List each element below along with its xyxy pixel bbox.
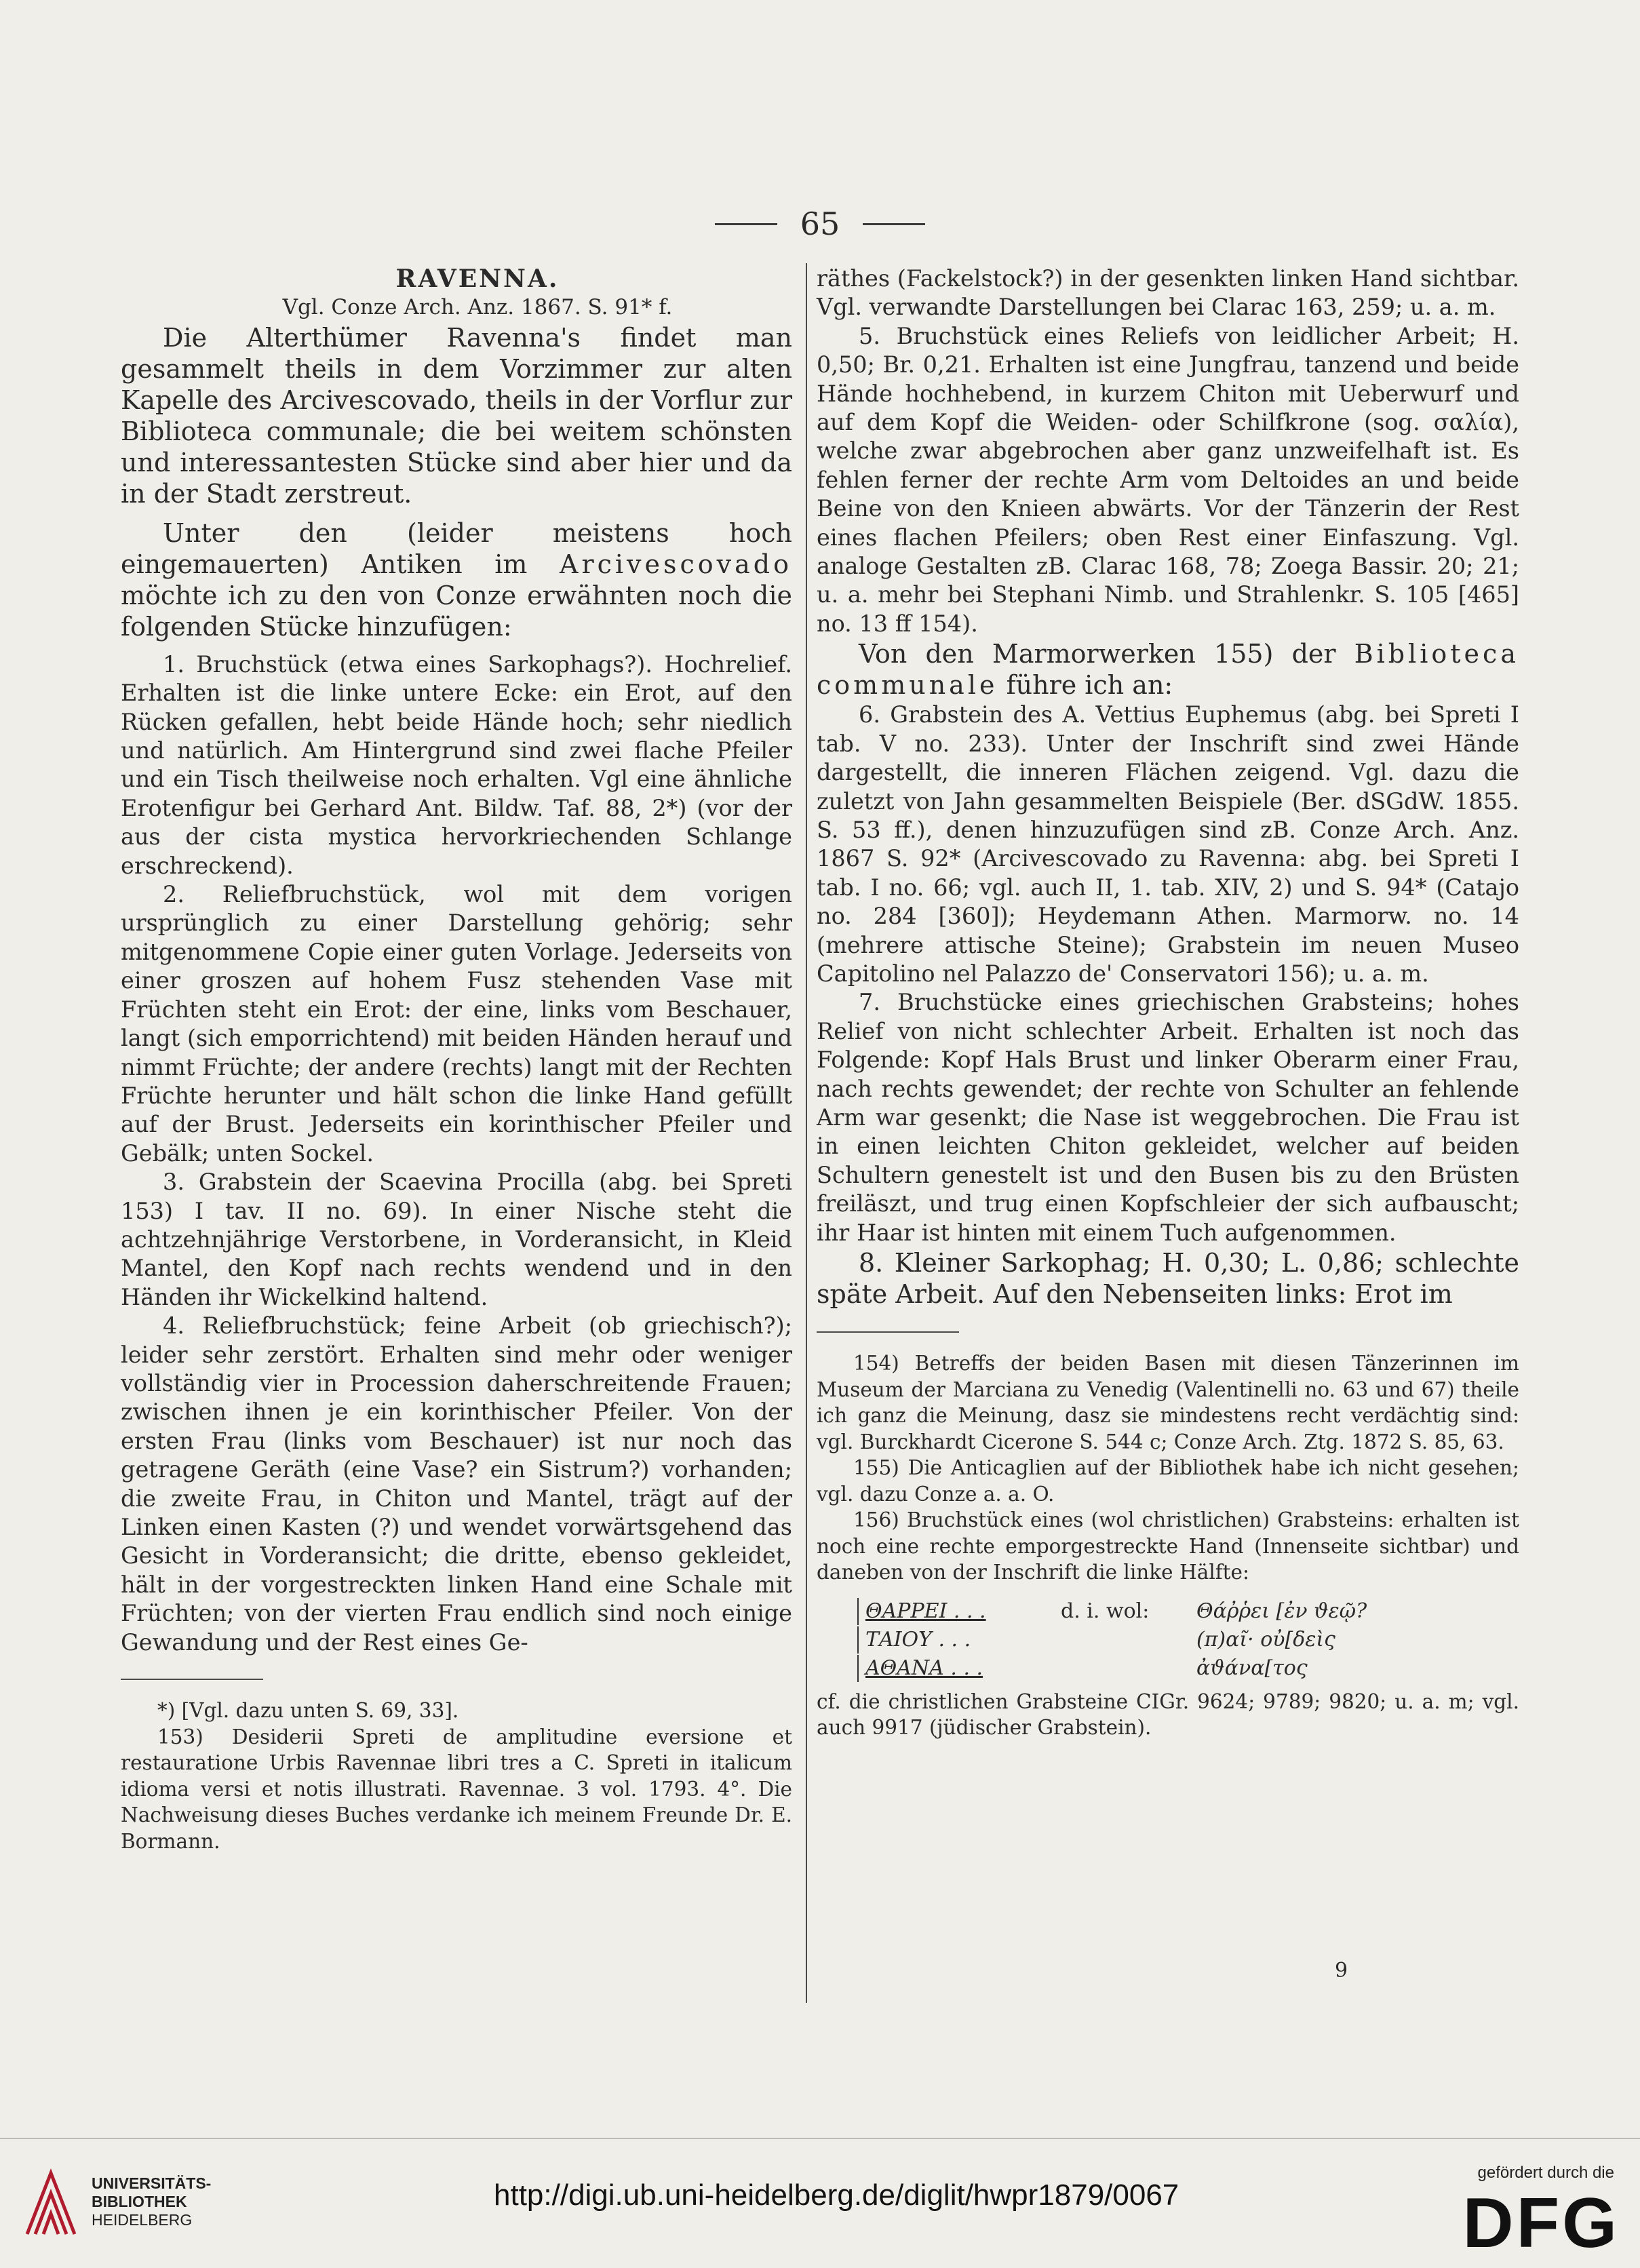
footnote: 153) Desiderii Spreti de amplitudine eversione et restauratione Urbis Ravennae libri tres a C. Spreti in italicum idioma versi et notis illustrati. Ravennae. 3 vol. 1793. 4°. Die Nachweisung dieses Buches verdanke ich meinem Freunde Dr. E. Bormann.	[121, 1725, 792, 1853]
page-number: 65	[800, 206, 840, 242]
footnote: 155) Die Anticaglien auf der Bibliothek habe ich nicht gesehen; vgl. dazu Conze a. a. O.	[817, 1456, 1519, 1506]
footnote: 154) Betreffs der beiden Basen mit diesen Tänzerinnen im Museum der Marciana zu Venedig (Valentinelli no. 63 und 67) theile ich ganz die Meinung, dasz sie mindestens recht verdächtig sind: vgl. Burckhardt Cicerone S. 544 c; Conze Arch. Ztg. 1872 S. 85, 63.	[817, 1352, 1519, 1453]
left-column	[121, 265, 792, 1854]
inscription-label: d. i. wol:	[1061, 1599, 1150, 1623]
footnote: *) [Vgl. dazu unten S. 69, 33].	[157, 1699, 459, 1723]
footnote-tail: cf. die christlichen Grabsteine CIGr. 9624; 9789; 9820; u. a. m; vgl. auch 9917 (jüdischer Grabstein).	[817, 1689, 1519, 1739]
inscription-reading: Θάῤῥει [ἐν ϑεῷ?	[1196, 1599, 1367, 1623]
source-url-link[interactable]: http://digi.ub.uni-heidelberg.de/diglit/hwpr1879/0067	[494, 2178, 1179, 2212]
page-header	[0, 197, 1640, 251]
inscription-reading: ἀϑάνα[τος	[1196, 1656, 1308, 1680]
lead-text	[121, 322, 792, 642]
footer-bar	[0, 2138, 1640, 2268]
section-title: RAVENNA.	[395, 265, 560, 293]
funded-by-label: gefördert durch die	[1477, 2164, 1614, 2182]
footnote-rule	[817, 1331, 959, 1333]
inscription-label	[1061, 1655, 1196, 1682]
inscription-reading: (π)αῖ· οὐ[δεὶς	[1196, 1627, 1335, 1651]
right-column	[817, 265, 1519, 1741]
signature-mark: 9	[1335, 1959, 1348, 1982]
inscription-greek: ΑΘΑΝΑ . . .	[857, 1655, 1061, 1682]
right-footnotes	[817, 1350, 1519, 1741]
item-6: 6. Grabstein des A. Vettius Euphemus (abg. bei Spreti I tab. V no. 233). Unter der Inschrift sind zwei Hände dargestellt, die inneren Flächen zeigend. Vgl. dazu die zuletzt von Jahn gesammelten Beispiele (Ber. dSGdW. 1855. S. 53 ff.), denen hinzuzufügen sind zB. Conze Arch. Anz. 1867 S. 92* (Arcivescovado zu Ravenna: abg. bei Spreti I tab. I no. 66; vgl. auch II, 1. tab. XIV, 2) und S. 94* (Catajo no. 284 [360]); Heydemann Athen. Marmorw. no. 14 (mehrere attische Steine); Grabstein im neuen Museo Capitolino nel Palazzo de' Conservatori 156); u. a. m.	[817, 701, 1519, 987]
header-dash-right	[863, 223, 925, 225]
item-3: 3. Grabstein der Scaevina Procilla (abg. bei Spreti 153) I tav. II no. 69). In einer Nische steht die achtzehnjährige Verstorbene, in Vorderansicht, in Kleid Mantel, den Kopf nach rechts wendend und in den Händen ihr Wickelkind haltend.	[121, 1169, 792, 1310]
inscription-table	[857, 1598, 1519, 1682]
left-footnotes	[121, 1698, 792, 1854]
footnote: 156) Bruchstück eines (wol christlichen) Grabsteins: erhalten ist noch eine rechte emporgestreckte Hand (Innenseite sichtbar) und daneben von der Inschrift die linke Hälfte:	[817, 1508, 1519, 1584]
item-7: 7. Bruchstücke eines griechischen Grabsteins; hohes Relief von nicht schlechter Arbeit. Erhalten ist noch das Folgende: Kopf Hals Brust und linker Oberarm einer Frau, nach rechts gewendet; der rechte von Schulter an fehlende Arm war gesenkt; die Nase ist weggebrochen. Die Frau ist in einen leichten Chiton gekleidet, welcher auf beiden Schultern genestelt ist und den Busen bis zu den Brüsten freiläszt, und trug einen Kopfschleier der sich aufbauscht; ihr Haar ist hinten mit einem Tuch aufgenommen.	[817, 989, 1519, 1246]
inscription-greek: ΤΑΙΟΥ . . .	[857, 1626, 1061, 1654]
section-subtitle: Vgl. Conze Arch. Anz. 1867. S. 91* f.	[282, 295, 673, 320]
library-name: UNIVERSITÄTS- BIBLIOTHEK HEIDELBERG	[92, 2174, 212, 2229]
inscription-greek: ΘΑΡΡΕΙ . . .	[857, 1598, 1061, 1625]
item-4: 4. Reliefbruchstück; feine Arbeit (ob griechisch?); leider sehr zerstört. Erhalten sind mehr oder weniger vollständig vier in Procession daherschreitende Frauen; zwischen ihnen je ein korinthischer Pfeiler. Von der ersten Frau (links vom Beschauer) ist nur noch das getragene Geräth (eine Vase? ein Sistrum?) vorhanden; die zweite Frau, in Chiton und Mantel, trägt auf der Linken einen Kasten (?) und wendet vorwärtsgehend das Gesicht in Vorderansicht; die dritte, ebenso gekleidet, hält in der vorgestreckten linken Hand eine Schale mit Früchten; von der vierten Frau endlich sind noch einige Gewandung und der Rest eines Ge-	[121, 1312, 792, 1656]
paragraph-continuation: räthes (Fackelstock?) in der gesenkten linken Hand sichtbar. Vgl. verwandte Darstellungen bei Clarac 163, 259; u. a. m.	[817, 265, 1519, 321]
footnote-rule	[121, 1679, 263, 1680]
header-dash-left	[715, 223, 777, 225]
item-5: 5. Bruchstück eines Reliefs von leidlicher Arbeit; H. 0,50; Br. 0,21. Erhalten ist eine Jungfrau, tanzend und beide Hände hochhebend, in kurzem Chiton mit Ueberwurf und auf dem Kopf die Weiden- oder Schilfkrone (sog. σαλία), welche zwar abgebrochen aber ganz unzweifelhaft ist. Es fehlen ferner der rechte Arm vom Deltoides an und beide Beine von den Knieen abwärts. Vor der Tänzerin der Rest eines flachen Pfeilers; oben Rest einer Einfaszung. Vgl. analoge Gestalten zB. Clarac 168, 78; Zoega Bassir. 20; 21; u. a. mehr bei Stephani Nimb. und Strahlenkr. S. 105 [465] no. 13 ff 154).	[817, 322, 1519, 637]
library-logo-icon	[20, 2166, 81, 2241]
lead-paragraph: Die Alterthümer Ravenna's findet man gesammelt theils in dem Vorzimmer zur alten Kapelle des Arcivescovado, theils in der Vorflur zur Biblioteca communale; die bei weitem schönsten und interessantesten Stücke sind aber hier und da in der Stadt zerstreut.	[121, 322, 792, 509]
item-8: 8. Kleiner Sarkophag; H. 0,30; L. 0,86; schlechte späte Arbeit. Auf den Nebenseiten links: Erot im	[817, 1248, 1519, 1309]
dfg-logo: DFG	[1462, 2184, 1620, 2263]
item-1: 1. Bruchstück (etwa eines Sarkophags?). Hochrelief. Erhalten ist die linke untere Ecke: ein Erot, auf den Rücken gefallen, hebt beide Hände hoch; sehr niedlich und natürlich. Am Hintergrund sind zwei flache Pfeiler und ein Tisch theilweise noch erhalten. Vgl eine ähnliche Erotenfigur bei Gerhard Ant. Bildw. Taf. 88, 2*) (vor der aus der cista mystica hervorkriechenden Schlange erschreckend).	[121, 650, 792, 879]
subsection-heading: Von den Marmorwerken 155) der Biblioteca communale führe ich an:	[817, 639, 1519, 701]
item-8-wrapper	[817, 1247, 1519, 1310]
item-2: 2. Reliefbruchstück, wol mit dem vorigen ursprünglich zu einer Darstellung gehörig; sehr mitgenommene Copie einer guten Vorlage. Jederseits von einer groszen auf hohem Fusz stehenden Vase mit Früchten steht ein Erot: der eine, links vom Beschauer, langt (sich emporrichtend) mit beiden Händen herauf und nimmt Früchte; der andere (rechts) langt mit der Rechten Früchte herunter und hält schon die linke Hand gefüllt auf der Brust. Jederseits ein korinthischer Pfeiler und Gebälk; unten Sockel.	[121, 881, 792, 1167]
lead-paragraph-2: Unter den (leider meistens hoch eingemauerten) Antiken im Arcivescovado möchte ich zu den von Conze erwähnten noch die folgenden Stücke hinzufügen:	[121, 517, 792, 642]
inscription-label	[1061, 1626, 1196, 1654]
column-divider	[806, 263, 807, 2003]
